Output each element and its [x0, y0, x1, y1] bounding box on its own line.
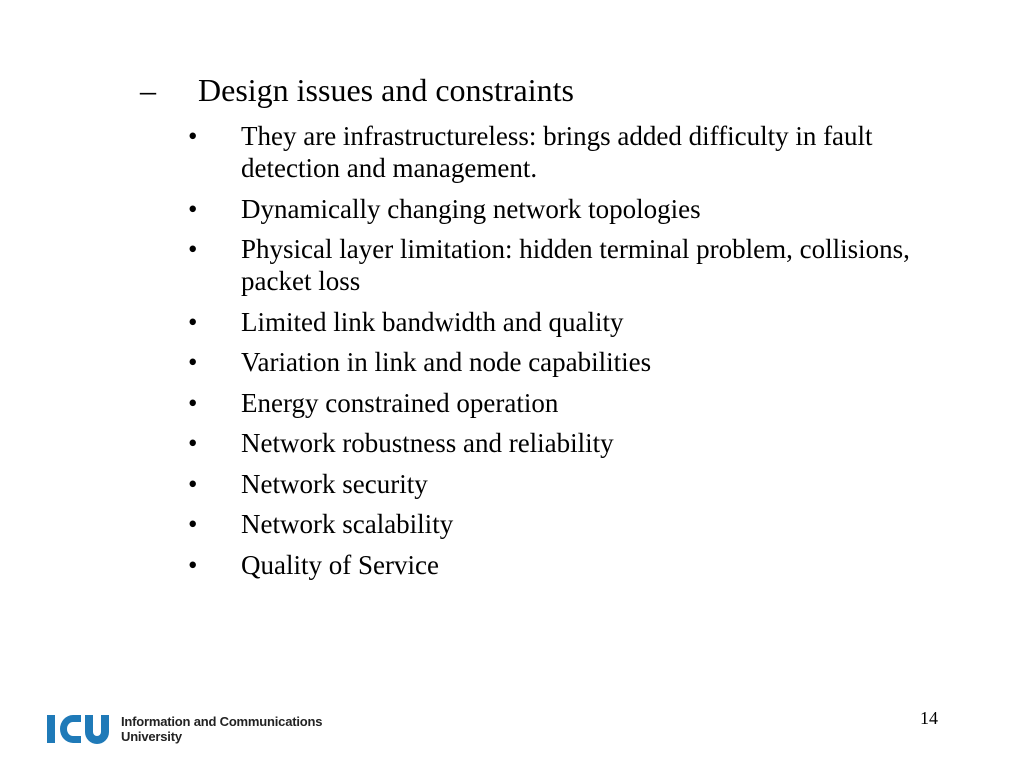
- bullet-icon: •: [188, 509, 198, 539]
- bullet-icon: •: [188, 234, 198, 264]
- list-item-text: Physical layer limitation: hidden terminal problem, collisions, packet loss: [241, 234, 910, 296]
- list-item-text: Network robustness and reliability: [241, 428, 614, 458]
- list-item-text: Network security: [241, 468, 428, 499]
- list-item-text: They are infrastructureless: brings added difficulty in fault detection and management.: [241, 121, 873, 183]
- logo-line-1: Information and Communications: [121, 714, 323, 729]
- list-item-text: Quality of Service: [241, 549, 439, 580]
- university-logo: [47, 712, 322, 746]
- page-number: 14: [920, 708, 938, 728]
- bullet-icon: •: [188, 193, 198, 224]
- list-item: [188, 427, 968, 459]
- logo-text: [121, 714, 322, 744]
- list-item-text: Energy constrained operation: [241, 387, 559, 418]
- list-item-text: Dynamically changing network topologies: [241, 193, 701, 224]
- list-item: [188, 306, 968, 338]
- bullet-icon: •: [188, 347, 198, 377]
- list-item-text: Variation in link and node capabilities: [241, 347, 652, 377]
- logo-line-2: University: [121, 729, 182, 744]
- bullet-icon: •: [188, 549, 198, 580]
- list-item: [188, 387, 968, 419]
- heading-dash: –: [140, 72, 156, 108]
- bullet-icon: •: [188, 387, 198, 418]
- bullet-icon: •: [188, 468, 198, 499]
- bullet-icon: •: [188, 121, 198, 151]
- list-item: [188, 508, 968, 540]
- section-heading: [140, 70, 574, 110]
- bullet-icon: •: [188, 428, 198, 458]
- list-item: [188, 346, 968, 378]
- list-item: [188, 468, 968, 500]
- heading-title: Design issues and constraints: [198, 72, 574, 108]
- bullet-icon: •: [188, 306, 198, 337]
- list-item-text: Network scalability: [241, 509, 454, 539]
- icu-logo-mark-icon: [47, 712, 113, 746]
- bullet-list: [188, 120, 968, 589]
- list-item: [188, 120, 968, 184]
- list-item: [188, 233, 968, 297]
- list-item-text: Limited link bandwidth and quality: [241, 306, 624, 337]
- list-item: [188, 193, 968, 225]
- list-item: [188, 549, 968, 581]
